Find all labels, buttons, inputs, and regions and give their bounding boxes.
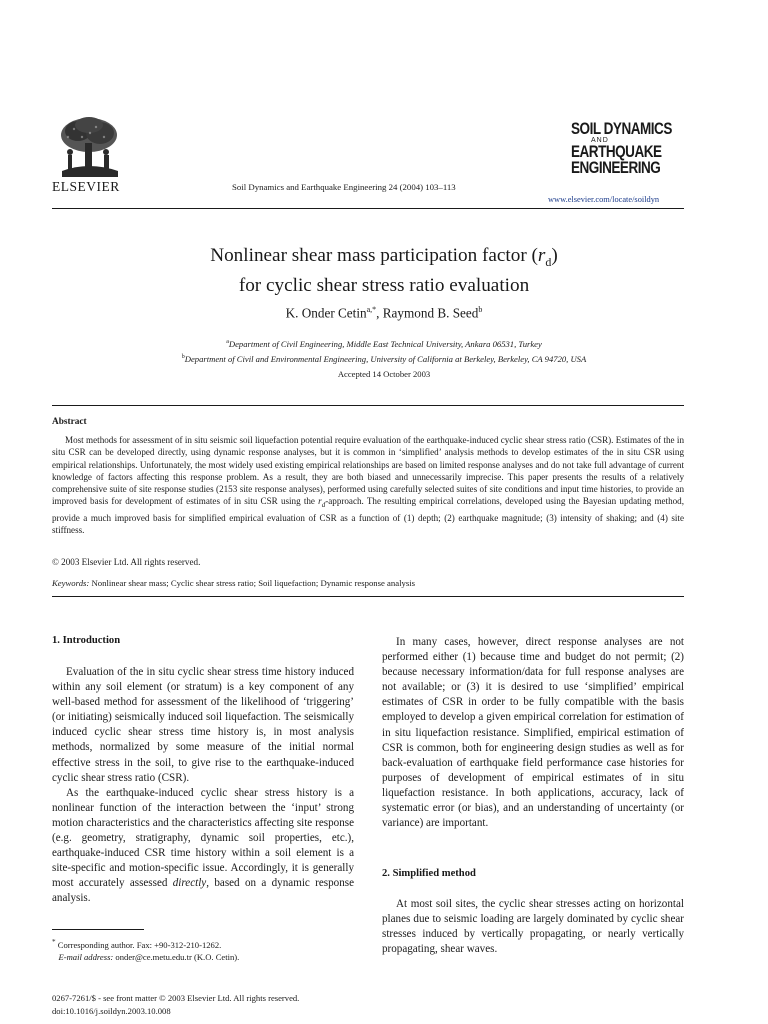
abstract-top-divider — [52, 405, 684, 406]
keywords-list: Nonlinear shear mass; Cyclic shear stress ratio; Soil liquefaction; Dynamic response analysis — [89, 578, 416, 588]
intro-p2-text: As the earthquake-induced cyclic shear stress history is a nonlinear function of the interaction between the ‘input’ strong motion characteristics and the characteristics affecting site response (e.g. geometry, stratigraphy, dynamic soil properties, etc.), earthquake-induced CSR time history within a soil element is a site-specific and motion-specific issue. Accordingly, it is generally most accurately assessed — [52, 786, 354, 890]
journal-url-link[interactable]: www.elsevier.com/locate/soildyn — [548, 195, 660, 204]
abstract-text-post: -approach. The resulting empirical correlations, developed using the Bayesian updating method, provide a much improved basis for simplified empirical evaluation of CSR as a function of (1) depth; (2) earthquake magnitude; (3) intensity of shaking; and (4) site stiffness. — [52, 496, 684, 535]
abstract-bottom-divider — [52, 596, 684, 597]
keywords — [52, 578, 415, 588]
header-divider — [52, 208, 684, 209]
abstract-text-pre: Most methods for assessment of in situ seismic soil liquefaction potential require evaluation of the earthquake-induced cyclic shear stress ratio (CSR). Estimates of the in situ CSR can be developed directly, using dynamic response analyses, but it is common in ‘simplified’ analysis methods to develop estimates of the in situ CSR using empirical relationships. Unfortunately, the most widely used existing empirical relationships are based on limited response analyses and do not take full advantage of current knowledge of factors affecting this response problem. As a result, they are both biased and unnecessarily imprecise. This paper presents the results of a relatively comprehensive suite of site response studies (2153 site response analyses), performed using carefully selected suites of site conditions and input time histories, to provide an improved basis for development of estimates of in situ CSR using the — [52, 435, 684, 507]
introduction-body — [52, 665, 354, 907]
accepted-date: Accepted 14 October 2003 — [337, 369, 431, 379]
journal-logo-line2: AND — [591, 136, 609, 144]
title-line1-text: Nonlinear shear mass participation factor ( — [210, 245, 538, 266]
footnote-fax: Corresponding author. Fax: +90-312-210-1262. — [55, 939, 222, 950]
author-separator: , — [376, 305, 383, 321]
journal-logo-line4: ENGINEERING — [571, 159, 661, 177]
author-1: K. Onder Cetin — [285, 305, 367, 321]
journal-logo-line3: EARTHQUAKE — [571, 142, 662, 161]
intro-p2-end: , based on a dynamic response analysis. — [52, 877, 354, 905]
title-variable: r — [537, 245, 546, 266]
author-2: Raymond B. Seed — [382, 305, 479, 321]
journal-citation: Soil Dynamics and Earthquake Engineering 24 (2004) 103–113 — [232, 182, 456, 192]
affil-a-mark: a — [226, 339, 229, 345]
author-list — [0, 305, 768, 321]
footnote-mark: * — [52, 938, 56, 946]
title-subscript: d — [545, 254, 552, 269]
page-footer — [52, 992, 299, 1018]
publisher-wordmark: ELSEVIER — [52, 179, 120, 194]
footer-doi[interactable]: doi:10.1016/j.soildyn.2003.10.008 — [52, 1006, 171, 1016]
affiliations — [0, 336, 768, 366]
author-1-marks: a,* — [366, 305, 377, 314]
abstract-heading: Abstract — [52, 417, 87, 427]
footnote-email-label: E-mail address: — [58, 952, 114, 963]
journal-logo — [571, 121, 677, 177]
elsevier-tree-logo — [52, 115, 126, 177]
intro-paragraph-2 — [52, 786, 354, 907]
section-heading-introduction: 1. Introduction — [52, 635, 121, 646]
method-paragraph-1: At most soil sites, the cyclic shear stresses acting on horizontal planes due to seismic loading are largely dominated by cyclic shear stresses induced by vertically propagating, or nearly vertically propagating, shear waves. — [382, 898, 684, 956]
footer-issn: 0267-7261/$ - see front matter © 2003 Elsevier Ltd. All rights reserved. — [52, 993, 300, 1003]
abstract-body — [52, 434, 684, 536]
intro-paragraph-3: In many cases, however, direct response analyses are not performed either (1) because time and budget do not permit; (2) because necessary information/data for full response analyses are not available; or (3) it is desired to use ‘simplified’ empirical estimates of CSR in order to be fully compatible with the basis employed to develop a given empirical correlation for estimation of in situ liquefaction resistance. Simplified, empirical estimation of CSR is common, both for engineering design studies as well as for back-evaluation of earthquake field performance case histories for purposes of development of empirical estimates of in situ liquefaction resistance. In both applications, accuracy, lack of systematic error (or bias), and an understanding of uncertainty (or variance) are important. — [382, 636, 684, 830]
article-title — [0, 244, 768, 298]
affil-b-mark: b — [181, 353, 185, 360]
intro-p2-emphasis: directly — [172, 877, 207, 890]
simplified-method-body — [382, 897, 684, 957]
footnote-email[interactable]: onder@ce.metu.edu.tr (K.O. Cetin). — [113, 952, 240, 963]
introduction-continued — [382, 635, 684, 831]
affil-a: Department of Civil Engineering, Middle East Technical University, Ankara 06531, Turkey — [228, 338, 542, 349]
journal-logo-line1: SOIL DYNAMICS — [571, 120, 672, 138]
title-line1-close: ) — [551, 245, 558, 266]
affil-b: Department of Civil and Environmental Engineering, University of California at Berkeley, Berkeley, CA 94720, USA — [184, 353, 587, 364]
abstract-copyright: © 2003 Elsevier Ltd. All rights reserved. — [52, 557, 201, 567]
abstract-variable: r — [318, 496, 322, 507]
author-2-marks: b — [478, 305, 483, 314]
footnote-divider — [52, 929, 144, 930]
corresponding-author-footnote — [52, 936, 239, 964]
abstract-subscript: d — [321, 501, 326, 510]
title-line2: for cyclic shear stress ratio evaluation — [238, 274, 530, 296]
keywords-label: Keywords: — [52, 578, 90, 588]
intro-paragraph-1: Evaluation of the in situ cyclic shear stress time history induced within any soil element (or stratum) is a key component of any well-based method for assessment of the likelihood of ‘triggering’ (or initiating) seismically induced soil liquefaction. The seismically induced cyclic shear stress time history is, in most analysis methods, normalized by some measure of the initial normal effective stress in the soil, to give rise to the earthquake-induced cyclic shear stress ratio (CSR). — [52, 666, 354, 784]
section-heading-simplified-method: 2. Simplified method — [382, 868, 476, 879]
